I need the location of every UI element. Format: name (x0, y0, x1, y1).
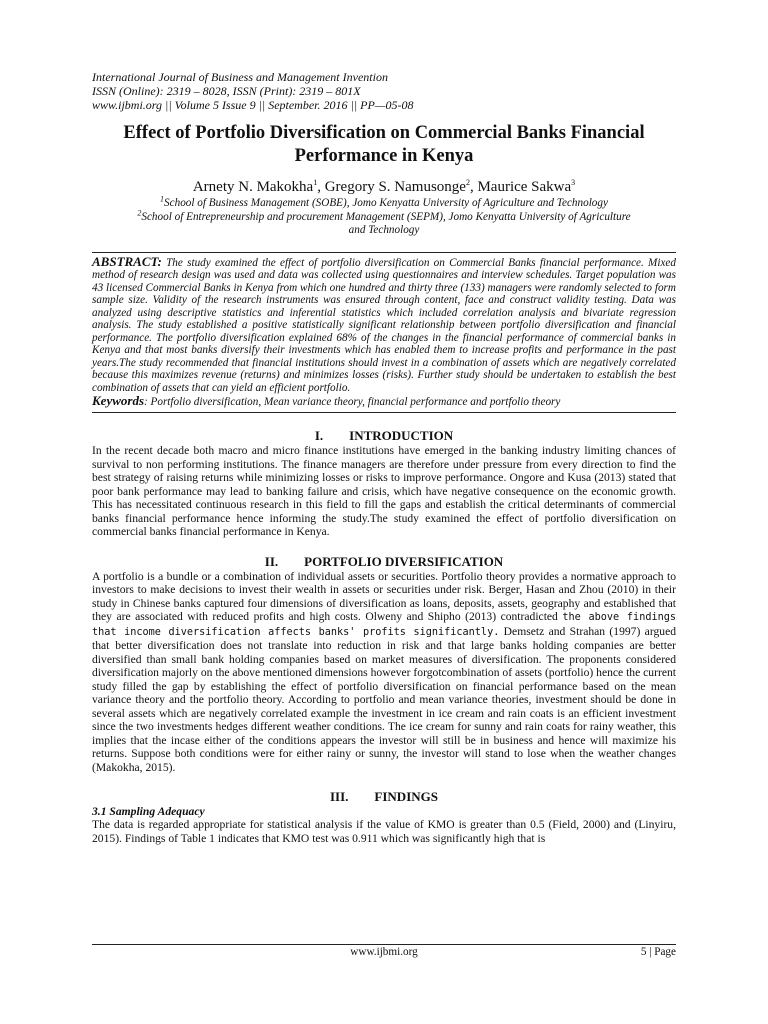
keywords (92, 394, 676, 413)
author-list (92, 178, 676, 197)
author-2: , Gregory S. Namusonge (317, 179, 466, 195)
section-1-title: INTRODUCTION (349, 428, 454, 443)
journal-issn: ISSN (Online): 2319 – 8028, ISSN (Print): 2319 – 801X (92, 84, 361, 98)
section-3-title: FINDINGS (374, 789, 438, 804)
abstract-text: The study examined the effect of portfolio diversification on Commercial Banks financial performance. Mixed method of research design was used and data was collected using questionnaires and interview schedules. Target population was 43 licensed Commercial Banks in Kenya from which one hundred and thirty three (133) managers were randomly selected to form sample size. Validity of the research instruments was ensured through content, face and construct validity testing. Data was analyzed using descriptive statistics and inferential statistics which included correlation analysis and bivariate regression analysis. The study established a positive statistically significant relationship between portfolio diversification and financial performance. The portfolio diversification explained 68% of the changes in the financial performance of commercial banks in Kenya and that most banks diversify their investments which has enabled them to increase profits and performance in the past years.The study recommended that financial institutions should invest in a combination of assets which are negatively correlated because this maximizes revenue (returns) and minimizes losses (risks). Further study should be undertaken to establish the best combination of assets that can yield an efficient portfolio. (92, 256, 676, 394)
portfolio-diversification-paragraph (92, 570, 676, 775)
section-3-number: III. (329, 789, 349, 804)
journal-name: International Journal of Business and Management Invention (92, 70, 388, 84)
affiliation-2 (92, 207, 676, 225)
paper-title (92, 122, 676, 168)
title-line-2: Performance in Kenya (294, 146, 474, 166)
section-2-title: PORTFOLIO DIVERSIFICATION (304, 553, 504, 569)
portfolio-text-part-2: Demsetz and Strahan (1997) argued that better diversification does not translate into reduction in risk and that large banks holding companies are better diversified than small bank holding companies based on market measures of diversification. The proponents considered diversification majorly on the above mentioned dimensions however forgotcombination of assets (portfolio) hence the current study filled the gap by establishing the effect of portfolio diversification on financial performance based on the mean variance theory and the portfolio theory. According to portfolio and mean variance theories, investment should be done in several assets which are negatively correlated example the investment in ice cream and rain coats is an efficient investment since the two investments hedges different weather conditions. The ice cream for sunny and rain coats for rainy weather, this implies that the incase either of the conditions appears the investor will still be in business and hence will maximize his returns. Suppose both conditions were for either rainy or sunny, the investor will stand to lose when the weather changes (Makokha, 2015). (92, 624, 677, 774)
findings-paragraph: The data is regarded appropriate for statistical analysis if the value of KMO is greater than 0.5 (Field, 2000) and (Linyiru, 2015). Findings of Table 1 indicates that KMO test was 0.911 which was significantly high that is (92, 818, 676, 845)
section-1-number: I. (314, 428, 324, 443)
author-3-sup: 3 (571, 178, 576, 187)
author-1-sup: 1 (313, 178, 318, 187)
page-footer (92, 944, 676, 958)
subsection-heading-sampling-adequacy: 3.1 Sampling Adequacy (92, 805, 205, 818)
section-heading-findings (92, 789, 676, 804)
portfolio-text-handwritten: the above findings that income diversification affects banks' profits significantly. (92, 612, 676, 638)
journal-header (92, 70, 676, 112)
section-heading-introduction (92, 428, 676, 443)
section-heading-portfolio-diversification (92, 554, 676, 569)
abstract (92, 252, 676, 395)
footer-site: www.ijbmi.org (350, 946, 418, 958)
abstract-label: ABSTRACT: (92, 253, 162, 269)
title-line-1: Effect of Portfolio Diversification on Commercial Banks Financial (123, 123, 645, 143)
affiliation-1-text: School of Business Management (SOBE), Jomo Kenyatta University of Agriculture and Technology (164, 197, 608, 209)
section-2-number: II. (264, 553, 279, 569)
author-1: Arnety N. Makokha (192, 179, 314, 195)
portfolio-text-part-1: A portfolio is a bundle or a combination of individual assets or securities. Portfolio theory provides a normative approach to investors to make decisions to invest their wealth in assets or securities under risk. Berger, Hasan and Zhou (2010) in their study in Chinese banks captured four dimensions of diversification as loans, deposits, assets, geography and established that they are associated with reduced profits and high costs. Olweny and Shipho (2013) contradicted (92, 569, 676, 623)
affiliation-1 (92, 194, 676, 211)
journal-issue: www.ijbmi.org || Volume 5 Issue 9 || September. 2016 || PP—05-08 (92, 98, 414, 112)
author-3: , Maurice Sakwa (469, 179, 572, 195)
footer-page-number: 5 | Page (640, 946, 676, 958)
affiliation-1-sup: 1 (160, 194, 165, 204)
introduction-paragraph: In the recent decade both macro and micro finance institutions have emerged in the banking industry limiting chances of survival to non performing institutions. The finance managers are therefore under pressure from every direction to find the best strategy of raising returns while minimizing losses or risks to improve performance. Ongore and Kusa (2013) stated that poor bank performance may lead to banking failure and crisis, which have negative consequence on the economic growth. This has necessitated continuous research in this field to fill the gaps and establish the critical determinants of commercial banks financial performance hence informing the study.The study examined the effect of portfolio diversification on commercial banks financial performance in Kenya. (92, 444, 676, 538)
affiliation-2-text: School of Entrepreneurship and procurement Management (SEPM), Jomo Kenyatta University of Agriculture (141, 210, 631, 223)
keywords-label: Keywords (92, 393, 144, 408)
affiliation-2-sup: 2 (137, 207, 142, 217)
author-2-sup: 2 (465, 178, 470, 187)
affiliations (92, 194, 676, 238)
keywords-text: : Portfolio diversification, Mean variance theory, financial performance and portfolio theory (144, 396, 561, 408)
page-content (92, 70, 676, 845)
affiliation-2-continued: and Technology (348, 224, 420, 236)
